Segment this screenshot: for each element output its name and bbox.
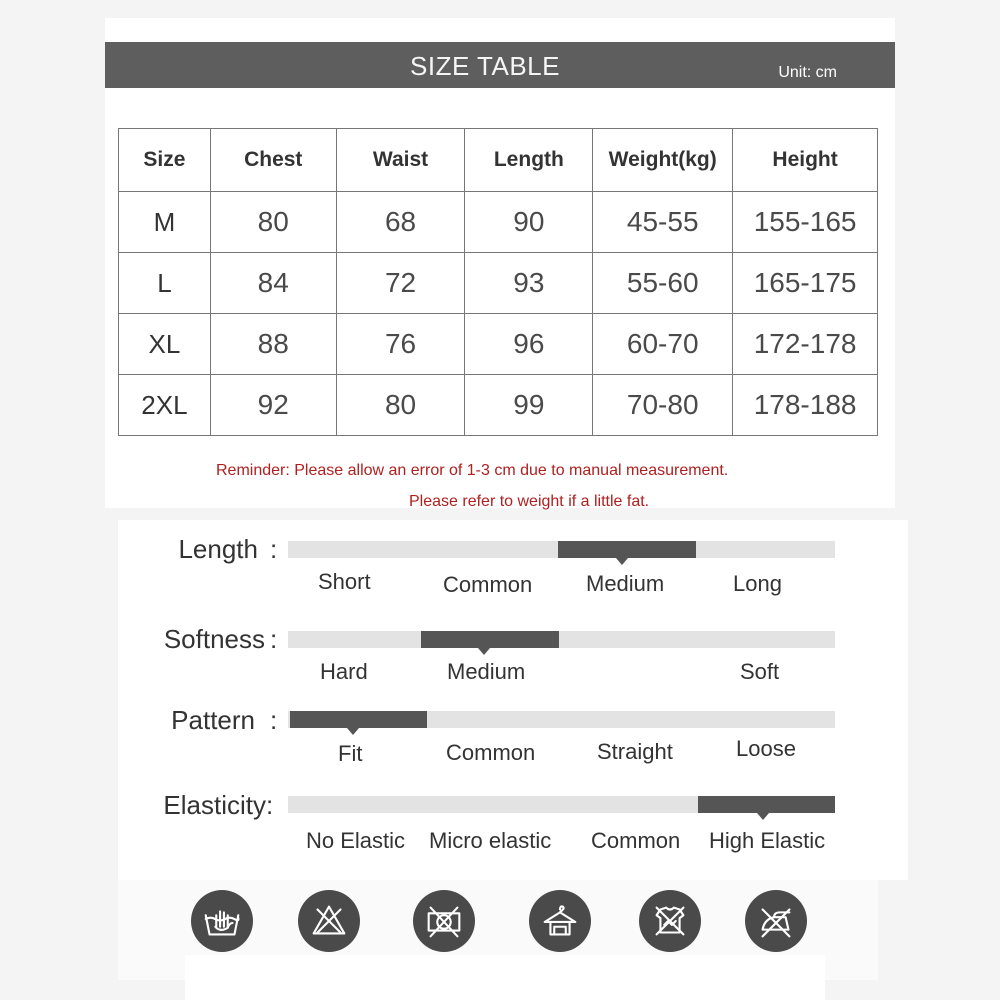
softness-scale-track	[288, 631, 835, 648]
table-row	[119, 192, 878, 253]
length-label: Length	[178, 534, 258, 564]
table-cell: 165-175	[733, 253, 878, 314]
column-header: Size	[119, 129, 211, 192]
elasticity-pointer	[757, 813, 769, 820]
page-title: SIZE TABLE	[410, 51, 560, 81]
elasticity-option: Micro elastic	[429, 828, 552, 853]
softness-option: Hard	[320, 659, 368, 684]
table-cell: 92	[210, 375, 336, 436]
elasticity-label: Elasticity	[163, 790, 266, 820]
table-cell: 172-178	[733, 314, 878, 375]
table-cell: 178-188	[733, 375, 878, 436]
table-cell: 80	[336, 375, 465, 436]
table-cell: 60-70	[593, 314, 733, 375]
softness-label: Softness	[163, 624, 265, 654]
do-not-dry-clean-icon	[639, 890, 701, 952]
softness-option: Soft	[740, 659, 780, 684]
column-header: Length	[465, 129, 593, 192]
label-colon: :	[270, 705, 278, 735]
table-cell: 96	[465, 314, 593, 375]
table-cell: 155-165	[733, 192, 878, 253]
table-cell: L	[119, 253, 211, 314]
table-cell: M	[119, 192, 211, 253]
table-row	[119, 314, 878, 375]
size-table	[118, 128, 878, 436]
table-cell: 84	[210, 253, 336, 314]
label-colon: :	[270, 624, 278, 654]
length-option: Medium	[586, 571, 665, 596]
do-not-tumble-dry-icon	[413, 890, 475, 952]
pattern-option: Common	[446, 740, 536, 765]
header-bar	[105, 42, 895, 88]
reminder-text: Reminder: Please allow an error of 1-3 cm due to manual measurement.	[216, 462, 729, 479]
elasticity-option: Common	[591, 828, 681, 853]
table-cell: 99	[465, 375, 593, 436]
length-option: Long	[733, 571, 782, 596]
table-cell: 80	[210, 192, 336, 253]
column-header: Weight(kg)	[593, 129, 733, 192]
length-option: Short	[318, 569, 371, 594]
do-not-iron-icon	[745, 890, 807, 952]
softness-pointer	[478, 648, 490, 655]
table-cell: XL	[119, 314, 211, 375]
softness-option: Medium	[447, 659, 526, 684]
panel-background	[185, 955, 825, 1000]
label-colon: :	[270, 534, 278, 564]
table-cell: 68	[336, 192, 465, 253]
elasticity-option: High Elastic	[709, 828, 826, 853]
pattern-option: Fit	[338, 741, 363, 766]
column-header: Height	[733, 129, 878, 192]
table-cell: 93	[465, 253, 593, 314]
table-cell: 72	[336, 253, 465, 314]
table-row	[119, 375, 878, 436]
table-cell: 2XL	[119, 375, 211, 436]
column-header: Waist	[336, 129, 465, 192]
reminder-text: Please refer to weight if a little fat.	[409, 493, 650, 510]
pattern-option: Straight	[597, 739, 673, 764]
hang-dry-icon	[529, 890, 591, 952]
table-cell: 70-80	[593, 375, 733, 436]
softness-selected-segment	[421, 631, 559, 648]
table-cell: 45-55	[593, 192, 733, 253]
pattern-pointer	[347, 728, 359, 735]
length-option: Common	[443, 572, 533, 597]
do-not-bleach-icon	[298, 890, 360, 952]
elasticity-option: No Elastic	[306, 828, 406, 853]
length-selected-segment	[558, 541, 696, 558]
length-pointer	[616, 558, 628, 565]
table-cell: 90	[465, 192, 593, 253]
table-cell: 55-60	[593, 253, 733, 314]
elasticity-selected-segment	[698, 796, 835, 813]
pattern-label: Pattern	[171, 705, 255, 735]
unit-label: Unit: cm	[778, 64, 837, 81]
table-header-row	[119, 129, 878, 192]
table-row	[119, 253, 878, 314]
table-cell: 88	[210, 314, 336, 375]
hand-wash-icon	[191, 890, 253, 952]
pattern-option: Loose	[736, 736, 796, 761]
pattern-selected-segment	[290, 711, 427, 728]
label-colon: :	[266, 790, 274, 820]
table-cell: 76	[336, 314, 465, 375]
column-header: Chest	[210, 129, 336, 192]
